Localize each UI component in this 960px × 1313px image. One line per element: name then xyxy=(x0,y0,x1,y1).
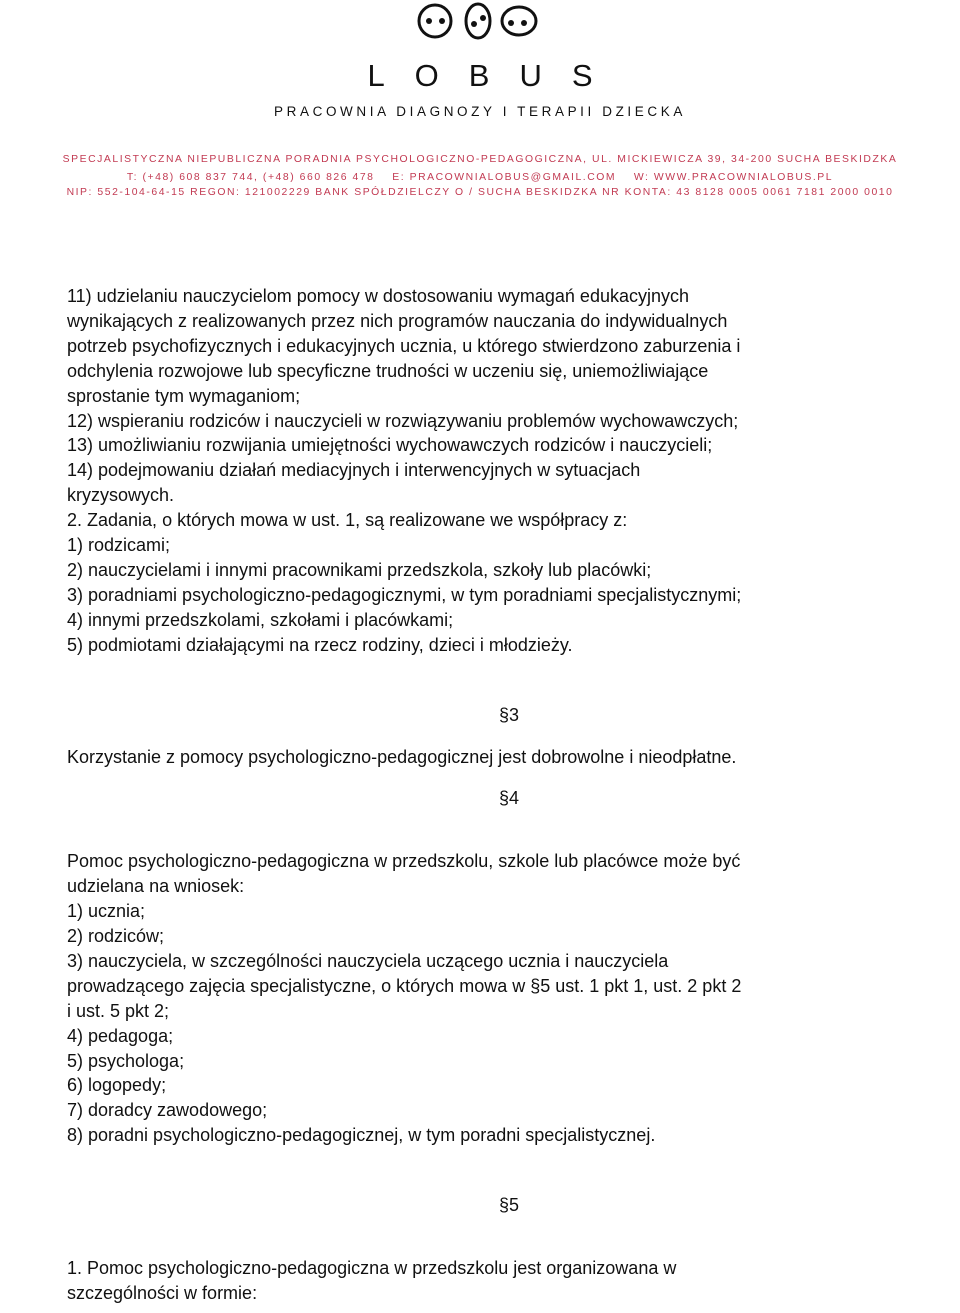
text-line: 2) nauczycielami i innymi pracownikami przedszkola, szkoły lub placówki; xyxy=(67,559,652,580)
text-line: szczególności w formie: xyxy=(67,1283,258,1303)
text-line: 4) pedagoga; xyxy=(67,1025,174,1046)
paragraph-block-1 xyxy=(67,284,917,658)
text-line: i ust. 5 pkt 2; xyxy=(67,1000,170,1021)
text-line: Pomoc psychologiczno-pedagogiczna w przedszkolu, szkole lub placówce może być xyxy=(67,851,741,872)
text-line: 5) podmiotami działającymi na rzecz rodziny, dzieci i młodzieży. xyxy=(67,634,573,655)
text-line: 12) wspieraniu rodziców i nauczycieli w rozwiązywaniu problemów wychowawczych; xyxy=(67,410,739,431)
header-contact-line xyxy=(0,172,960,183)
text-line: kryzysowych. xyxy=(67,485,175,506)
paragraph-block-3 xyxy=(67,849,917,1148)
section-heading-4: §4 xyxy=(498,788,520,809)
text-line: 2. Zadania, o których mowa w ust. 1, są realizowane we współpracy z: xyxy=(67,510,628,531)
text-line: 3) nauczyciela, w szczególności nauczyciela uczącego ucznia i nauczyciela xyxy=(67,950,669,971)
text-line: 8) poradni psychologiczno-pedagogicznej, w tym poradni specjalistycznej. xyxy=(67,1125,656,1146)
text-line: odchylenia rozwojowe lub specyficzne trudności w uczeniu się, uniemożliwiające xyxy=(67,360,709,381)
text-line: 13) umożliwianiu rozwijania umiejętności wychowawczych rodziców i nauczycieli; xyxy=(67,435,713,456)
document-body xyxy=(67,284,917,1306)
section-heading-3: §3 xyxy=(498,704,520,725)
header-bank-line: NIP: 552-104-64-15 REGON: 121002229 BANK SPÓŁDZIELCZY O / SUCHA BESKIDZKA NR KONTA: 43 8128 0005 0061 7181 2000 0010 xyxy=(66,187,894,198)
text-line: 11) udzielaniu nauczycielom pomocy w dostosowaniu wymagań edukacyjnych xyxy=(67,286,689,306)
text-line: 3) poradniami psychologiczno-pedagogicznymi, w tym poradniami specjalistycznymi; xyxy=(67,584,742,605)
brand-name: LOBUS xyxy=(367,58,623,93)
header-email[interactable]: E: PRACOWNIALOBUS@GMAIL.COM xyxy=(392,172,617,183)
text-line: 14) podejmowaniu działań mediacyjnych i interwencyjnych w sytuacjach xyxy=(67,460,641,481)
section-heading-5: §5 xyxy=(498,1195,520,1216)
text-line: 2) rodziców; xyxy=(67,926,165,947)
paragraph-block-4 xyxy=(67,1256,917,1306)
text-line: potrzeb psychofizycznych i edukacyjnych ucznia, u którego stwierdzono zaburzenia i xyxy=(67,335,741,356)
header-website[interactable]: W: WWW.PRACOWNIALOBUS.PL xyxy=(633,172,834,183)
text-line: 5) psychologa; xyxy=(67,1050,185,1071)
header-phone: T: (+48) 608 837 744, (+48) 660 826 478 xyxy=(126,172,375,183)
text-line: udzielana na wniosek: xyxy=(67,876,245,897)
text-line: wynikających z realizowanych przez nich programów nauczania do indywidualnych xyxy=(67,310,728,331)
text-line: 1) ucznia; xyxy=(67,901,146,922)
brand-tagline: PRACOWNIA DIAGNOZY I TERAPII DZIECKA xyxy=(274,104,686,119)
header-address-line: SPECJALISTYCZNA NIEPUBLICZNA PORADNIA PSYCHOLOGICZNO-PEDAGOGICZNA, UL. MICKIEWICZA 39, 34-200 SUCHA BESKIDZKA xyxy=(62,154,898,165)
text-line: 1. Pomoc psychologiczno-pedagogiczna w przedszkolu jest organizowana w xyxy=(67,1258,677,1279)
text-line: 1) rodzicami; xyxy=(67,535,171,556)
text-line: prowadzącego zajęcia specjalistyczne, o których mowa w §5 ust. 1 pkt 1, ust. 2 pkt 2 xyxy=(67,975,742,996)
paragraph-block-2: Korzystanie z pomocy psychologiczno-pedagogicznej jest dobrowolne i nieodpłatne. xyxy=(67,746,737,767)
text-line: sprostanie tym wymaganiom; xyxy=(67,385,301,406)
text-line: 6) logopedy; xyxy=(67,1075,167,1096)
text-line: 4) innymi przedszkolami, szkołami i placówkami; xyxy=(67,609,454,630)
logo-faces-icon xyxy=(416,2,544,42)
text-line: 7) doradcy zawodowego; xyxy=(67,1100,268,1121)
